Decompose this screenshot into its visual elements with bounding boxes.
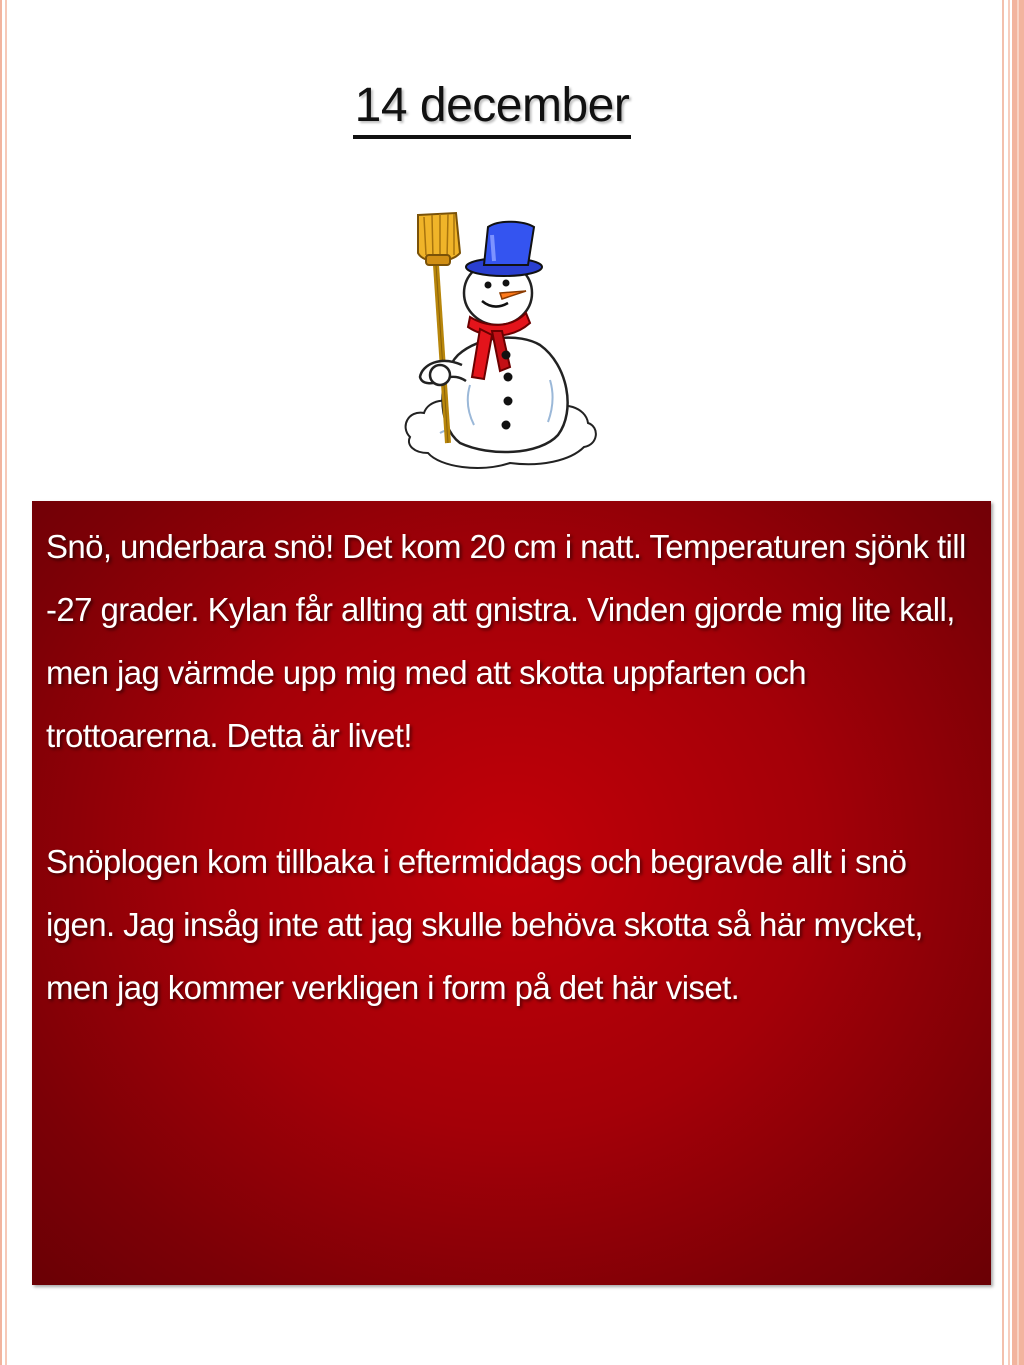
page-border-left	[0, 0, 10, 1365]
page-title-text: 14 december	[353, 78, 632, 139]
diary-paragraph-2: Snöplogen kom tillbaka i eftermiddags och begravde allt i snö igen. Jag insåg inte att jag skulle behöva skotta så här mycket, men jag kommer verkligen i form på det här viset.	[46, 843, 923, 1006]
diary-text-box	[32, 501, 991, 1285]
diary-paragraph-1: Snö, underbara snö! Det kom 20 cm i natt. Temperaturen sjönk till -27 grader. Kylan får allting att gnistra. Vinden gjorde mig lite kall, men jag värmde upp mig med att skotta uppfarten och trottoarerna. Detta är livet!	[46, 528, 966, 754]
page-title	[0, 78, 984, 139]
snowman-with-broom-icon	[400, 205, 600, 477]
